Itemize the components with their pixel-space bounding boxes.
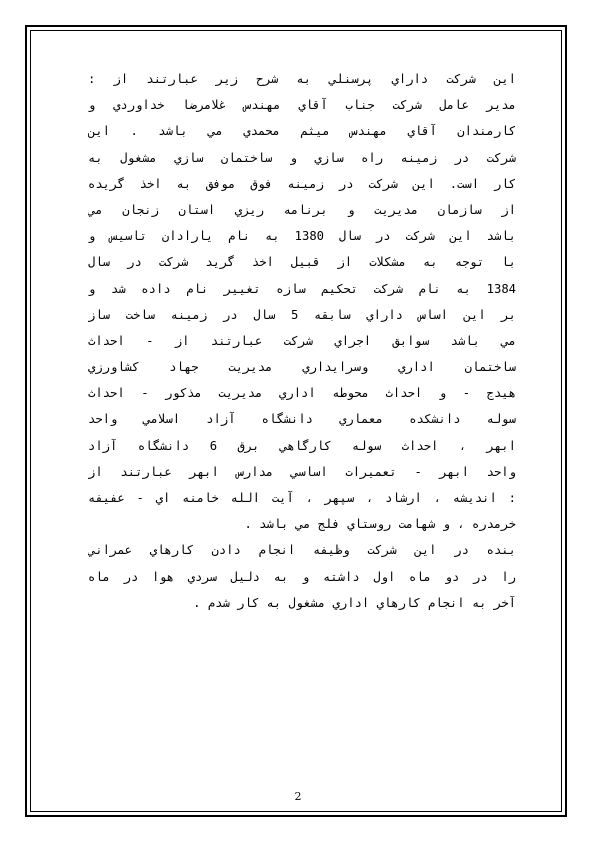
text-line: مي باشد سوابق اجراي شركت عبارتند از - احداث [88,333,516,348]
text-line: هيدج - و احداث محوطه اداري مديريت مذكور - احداث [88,386,516,401]
text-line: كار است. اين شركت در زمينه فوق موفق به اخذ گريده [88,176,516,191]
text-line: را در دو ماه اول داشته و به دليل سردي هوا در ماه [88,569,516,584]
text-line: خرمدره ، و شهامت روستاي فلج مي باشد . [244,517,516,532]
text-line: سوله دانشكده معماري دانشگاه آزاد اسلامي واحد [88,412,516,427]
body-text [88,66,516,616]
text-line: آخر به انجام كارهاي اداري مشغول به كار شدم . [193,595,516,610]
text-line: بنده در اين شركت وظيفه انجام دادن كارهاي عمراني [88,543,516,558]
text-line: ساختمان اداري وسرايداري مديريت جهاد كشاورزي [88,360,516,375]
text-line: مدير عامل شركت جناب آقاي مهندس غلامرضا خداوردي و [88,98,516,113]
text-line: با توجه به مشكلات از قبيل اخذ گريد شركت در سال [88,255,516,270]
text-line: از سازمان مديريت و برنامه ريزي استان زنجان مي [88,202,516,217]
text-line: واحد ابهر - تعميرات اساسي مدارس ابهر عبارتند از [88,464,516,479]
text-line: : انديشه ، ارشاد ، سپهر ، آيت الله خامنه اي - عفيفه [88,491,516,505]
text-line: شركت در زمينه راه سازي و ساختمان سازي مشغول به [88,150,516,165]
text-line: باشد اين شركت در سال 1380 به نام يارادان تاسيس و [88,229,516,244]
text-line: كارمندان آقاي مهندس ميثم محمدي مي باشد . اين [88,124,516,139]
page-number: 2 [294,790,302,803]
text-line: بر اين اساس داراي سابقه 5 سال در زمينه ساخت ساز [88,307,516,322]
text-line: ابهر ، احداث سوله كارگاهي برق 6 دانشگاه آزاد [88,438,516,453]
text-line: 1384 به نام شركت تحكيم سازه تغيير نام داده شد و [88,281,516,296]
text-line: اين شركت داراي پرسنلي به شرح زير عبارتند از : [88,72,516,86]
